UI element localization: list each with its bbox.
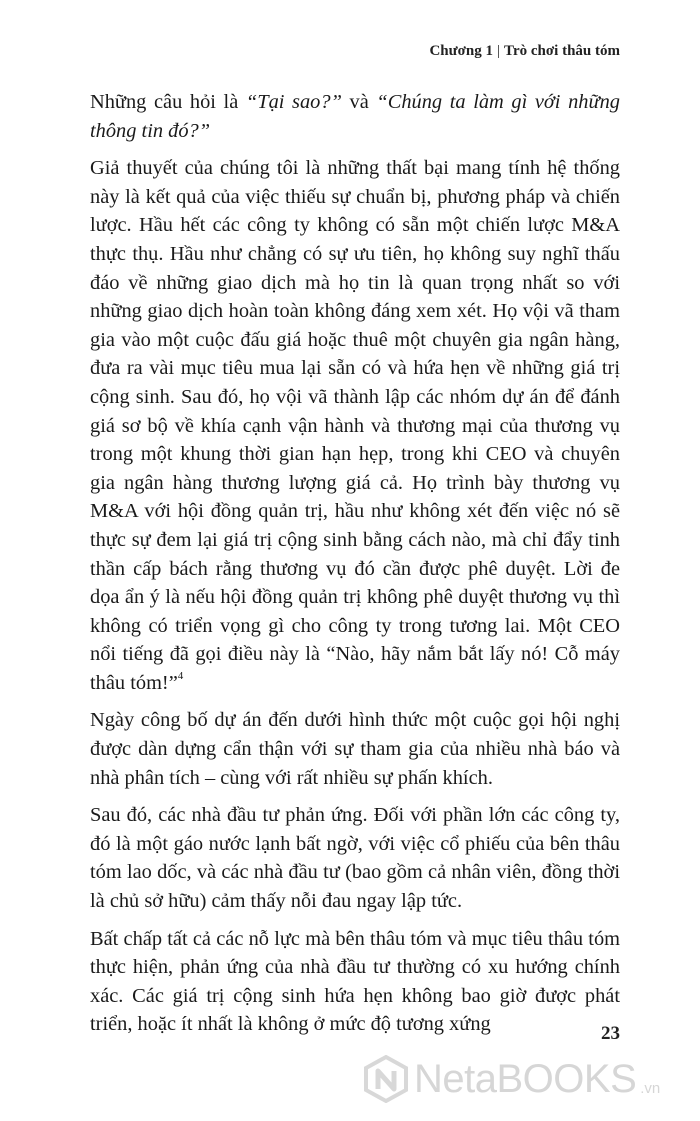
p1-pre: Những câu hỏi là [90, 91, 246, 113]
p1-mid: và [341, 91, 377, 113]
header-separator: | [497, 43, 501, 59]
paragraph-4: Sau đó, các nhà đầu tư phản ứng. Đối với phần lớn các công ty, đó là một gáo nước lạnh bất ngờ, với việc cổ phiếu của bên thâu tóm lao dốc, và các nhà đầu tư (bao gồm cả nhân viên, đồng thời là chủ sở hữu) cảm thấy nỗi đau ngay lập tức. [90, 804, 620, 913]
watermark-brand: NetaBOOKS [414, 1056, 637, 1101]
footnote-ref[interactable]: 4 [177, 670, 184, 683]
p2-text: Giả thuyết của chúng tôi là những thất bại mang tính hệ thống này là kết quả của việc thiếu sự chuẩn bị, phương pháp và chiến lược. Hầu hết các công ty không có sẵn một chiến lược M&A thực thụ. Hầu như chẳng có sự ưu tiên, họ không suy nghĩ thấu đáo về những giao dịch mà họ tin là quan trọng nhất so với những giao dịch hoàn toàn không đáng xem xét. Họ vội vã tham gia vào một cuộc đấu giá hoặc thuê một chuyên gia ngân hàng, đưa ra vài mục tiêu mua lại sẵn có và hứa hẹn về những giá trị cộng sinh. Sau đó, họ vội vã thành lập các nhóm dự án để đánh giá sơ bộ về khía cạnh vận hành và thương mại của thương vụ trong một khung thời gian hạn hẹp, trong khi CEO và chuyên gia ngân hàng thương lượng giá cả. Họ trình bày thương vụ M&A với hội đồng quản trị, hầu như không xét đến việc nó sẽ thực sự đem lại giá trị cộng sinh bằng cách nào, mà chỉ đẩy tinh thần cấp bách rằng thương vụ đó cần được phê duyệt. Lời đe dọa ẩn ý là nếu hội đồng quản trị không phê duyệt thương vụ thì không có triển vọng gì cho công ty trong tương lai. Một CEO nổi tiếng đã gọi điều này là “Nào, hãy nắm bắt lấy nó! Cỗ máy thâu tóm!” [90, 157, 620, 694]
paragraph-2 [90, 154, 620, 697]
watermark-logo [364, 1055, 660, 1103]
paragraph-5: Bất chấp tất cả các nỗ lực mà bên thâu tóm và mục tiêu thâu tóm thực hiện, phản ứng của nhà đầu tư thường có xu hướng chính xác. Các giá trị cộng sinh hứa hẹn không bao giờ được phát triển, hoặc ít nhất là không ở mức độ tương xứng [90, 927, 620, 1036]
netabooks-n-icon [364, 1055, 408, 1103]
running-header [429, 43, 620, 60]
paragraph-3: Ngày công bố dự án đến dưới hình thức một cuộc gọi hội nghị được dàn dựng cẩn thận với sự tham gia của nhiều nhà báo và nhà phân tích – cùng với rất nhiều sự phấn khích. [90, 709, 620, 789]
page-body [90, 88, 620, 1048]
paragraph-1 [90, 88, 620, 145]
watermark-suffix: .vn [640, 1080, 661, 1097]
p1-quote-why: “Tại sao?” [245, 91, 342, 113]
p1-quote-what: “Chúng ta làm gì với những thông tin đó?” [90, 91, 620, 142]
chapter-title: Trò chơi thâu tóm [504, 43, 620, 59]
chapter-label: Chương 1 [429, 43, 494, 59]
page-number: 23 [601, 1023, 620, 1044]
